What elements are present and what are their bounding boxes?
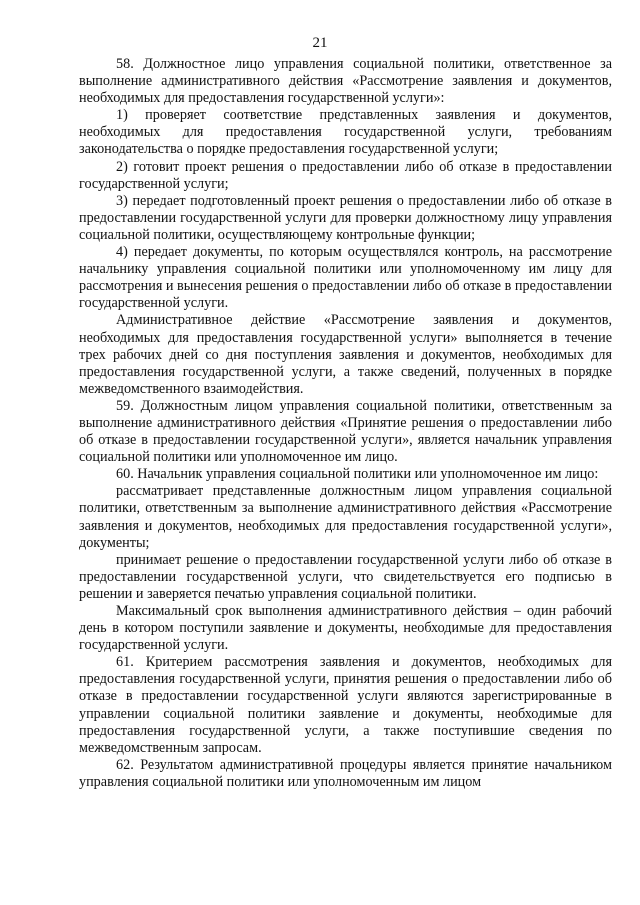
item-60-decides: принимает решение о предоставлении государственной услуги либо об отказе в предоставлении государственной услуги, что свидетельствуется его подписью в решении и заверяется печатью управления социальной политики.	[79, 551, 612, 602]
paragraph-58-deadline: Административное действие «Рассмотрение заявления и документов, необходимых для предоставления государственной услуги» выполняется в течение трех рабочих дней со дня поступления заявления и документов, необходимых для предоставления государственной услуги, а также сведений, полученных в порядке межведомственного взаимодействия.	[79, 312, 612, 397]
document-body	[79, 56, 612, 791]
item-58-2: 2) готовит проект решения о предоставлении либо об отказе в предоставлении государственной услуги;	[79, 158, 612, 192]
paragraph-60: 60. Начальник управления социальной политики или уполномоченное им лицо:	[116, 466, 599, 483]
paragraph-58: 58. Должностное лицо управления социальной политики, ответственное за выполнение административного действия «Рассмотрение заявления и документов, необходимых для предоставления государственной услуги»:	[79, 56, 612, 107]
item-58-1: 1) проверяет соответствие представленных заявления и документов, необходимых для предоставления государственной услуги, требованиям законодательства о порядке предоставления государственной услуги;	[79, 107, 612, 158]
paragraph-62: 62. Результатом административной процедуры является принятие начальником управления социальной политики или уполномоченным им лицом	[79, 756, 612, 790]
item-58-3: 3) передает подготовленный проект решения о предоставлении либо об отказе в предоставлении государственной услуги для проверки должностному лицу управления социальной политики, осуществляющему контрольные функции;	[79, 192, 612, 243]
page-number: 21	[312, 35, 328, 51]
paragraph-59: 59. Должностным лицом управления социальной политики, ответственным за выполнение административного действия «Принятие решения о предоставлении либо об отказе в предоставлении государственной услуги», является начальник управления социальной политики или уполномоченное им лицо.	[79, 397, 612, 466]
paragraph-61: 61. Критерием рассмотрения заявления и документов, необходимых для предоставления государственной услуги, принятия решения о предоставлении либо об отказе в предоставлении государственной услуги являются зарегистрированные в управлении социальной политики заявление и документы, необходимые для предоставления государственной услуги, а также поступившие сведения по межведомственным запросам.	[79, 654, 612, 756]
item-58-4: 4) передает документы, по которым осуществлялся контроль, на рассмотрение начальнику управления социальной политики или уполномоченному им лицу для рассмотрения и вынесения решения о предоставлении либо об отказе в предоставлении государственной услуги.	[79, 244, 612, 312]
paragraph-60-deadline: Максимальный срок выполнения административного действия – один рабочий день в котором поступили заявление и документы, необходимые для предоставления государственной услуги.	[79, 603, 612, 654]
item-60-reviews: рассматривает представленные должностным лицом управления социальной политики, ответственным за выполнение административного действия «Рассмотрение заявления и документов, необходимых для предоставления государственной услуги», документы;	[79, 483, 612, 551]
